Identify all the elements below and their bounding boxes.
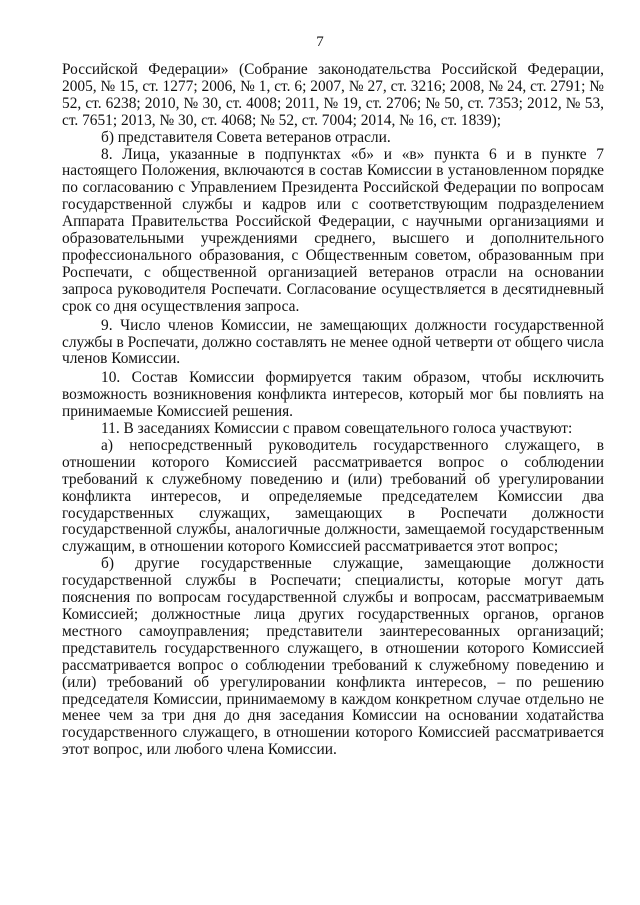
paragraph-item-10: 10. Состав Комиссии формируется таким образом, чтобы исключить возможность возникновения конфликта интересов, который мог бы повлиять на принимаемые Комиссией решения. [62,369,604,421]
paragraph-subitem-b-veterans: б) представителя Совета ветеранов отрасли. [101,128,391,146]
paragraph-item-9: 9. Число членов Комиссии, не замещающих должности государственной службы в Роспечати, должно составлять не менее одной четверти от общего числа членов Комиссии. [62,316,604,368]
paragraph-subitem-b: б) другие государственные служащие, замещающие должности государственной службы в Роспечати; специалисты, которые могут дать пояснения по вопросам государственной службы и вопросам, рассматриваемым Комиссией; должностные лица других государственных органов, органов местного самоуправления; представители заинтересованных организаций; представитель государственного служащего, в отношении которого Комиссией рассматривается вопрос о соблюдении требований к служебному поведению и (или) требований об урегулировании конфликта интересов, – по решению председателя Комиссии, принимаемому в каждом конкретном случае отдельно не менее чем за три дня до дня заседания Комиссии на основании ходатайства государственного служащего, в отношении которого Комиссией рассматривается этот вопрос, или любого члена Комиссии. [62,555,604,759]
paragraph-item-11: 11. В заседаниях Комиссии с правом совещательного голоса участвуют: [101,420,573,438]
paragraph-subitem-a: а) непосредственный руководитель государственного служащего, в отношении которого Комиссией рассматривается вопрос о соблюдении требований к служебному поведению и (или) требований об урегулировании конфликта интересов, и определяемые председателем Комиссии два государственных служащих, замещающих в Роспечати должности государственной службы, аналогичные должности, замещаемой государственным служащим, в отношении которого Комиссией рассматривается этот вопрос; [62,436,604,556]
page-number: 7 [316,34,324,50]
paragraph-item-8: 8. Лица, указанные в подпунктах «б» и «в» пункта 6 и в пункте 7 настоящего Положения, включаются в состав Комиссии в установленном порядке по согласованию с Управлением Президента Российской Федерации по вопросам государственной службы и кадров или с соответствующим подразделением Аппарата Правительства Российской Федерации, с научными организациями и образовательными учреждениями среднего, высшего и дополнительного профессионального образования, с Общественным советом, образованным при Роспечати, с общественной организацией ветеранов отрасли на основании запроса руководителя Роспечати. Согласование осуществляется в десятидневный срок со дня осуществления запроса. [62,145,604,315]
document-body [62,62,604,759]
paragraph-law-citation: Российской Федерации» (Собрание законодательства Российской Федерации, 2005, № 15, ст. 1277; 2006, № 1, ст. 6; 2007, № 27, ст. 3216; 2008, № 24, ст. 2791; № 52, ст. 6238; 2010, № 30, ст. 4008; 2011, № 19, ст. 2706; № 50, ст. 7353; 2012, № 53, ст. 7651; 2013, № 30, ст. 4068; № 52, ст. 7004; 2014, № 16, ст. 1839); [62,61,604,129]
